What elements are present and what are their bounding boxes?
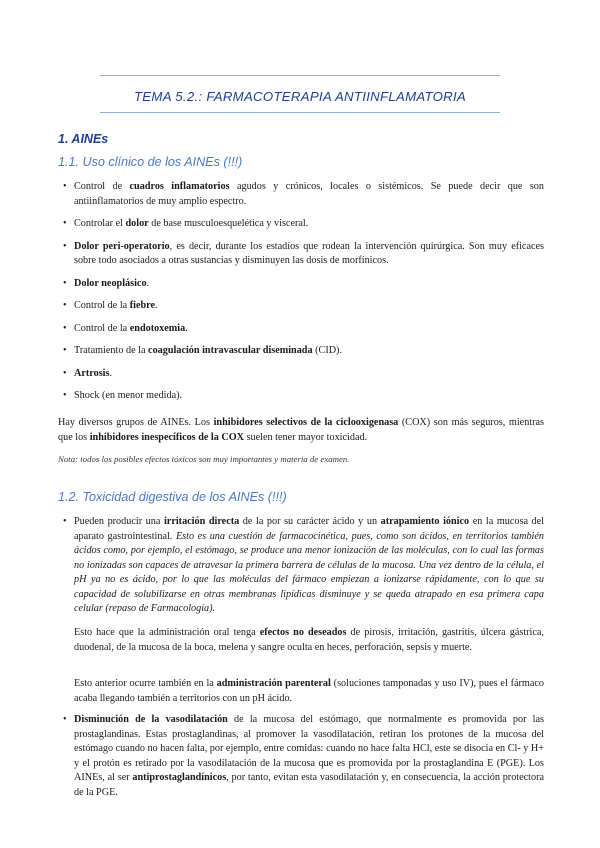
- bullet-icon: •: [63, 240, 67, 252]
- section-heading-uso-clinico: 1.1. Uso clínico de los AINEs (!!!): [58, 155, 243, 169]
- aines-groups-paragraph: Hay diversos grupos de AINEs. Los inhibidores selectivos de la ciclooxigenasa (COX) son más seguros, mientras que los inhibidores inespecíficos de la COX suelen tener mayor toxicidad.: [58, 417, 544, 443]
- section-heading-toxicidad: 1.2. Toxicidad digestiva de los AINEs (!!!): [58, 490, 287, 504]
- bullet-icon: •: [63, 218, 67, 229]
- section-heading-aines: 1. AINEs: [58, 132, 109, 146]
- bullet-icon: •: [63, 516, 67, 527]
- bullet-icon: •: [63, 390, 67, 401]
- list-item: • Pueden producir una irritación directa de la por su carácter ácido y un atrapamiento iónico en la mucosa del aparato gastrointestinal. Esto es una cuestión de farmacocinética, pues, como son ácidos, en territorios también ácidos como, por ejemplo, el estómago, se produce una menor ionización de las moléculas, con lo cual las formas no ionizadas son capaces de atravesar la primera barrera de células de la mucosa. Una vez dentro de la célula, el pH ya no es ácido, por lo que las moléculas del fármaco empiezan a ionizarse rápidamente, con lo que su capacidad de solubilizarse en otras membranas lipídicas disminuye y se queda atrapado en esa primera capa celular (repaso de Farmacología).: [63, 516, 544, 614]
- list-item: • Dolor peri-operatorio, es decir, durante los estadíos que rodean la intervención quirúrgica. Son muy eficaces sobre todo asociados a otras sustancias y disminuyen las dosis de morfínicos.: [63, 240, 544, 266]
- toxicidad-list-1: [58, 515, 544, 617]
- list-item: • Artrosis.: [58, 367, 544, 382]
- list-item: • Control de la fiebre.: [58, 299, 544, 314]
- title-rule-top: [100, 75, 500, 76]
- list-item: • Tratamiento de la coagulación intravascular diseminada (CID).: [58, 344, 544, 359]
- oral-effects-paragraph: Esto hace que la administración oral tenga efectos no deseados de pirosis, irritación, gastritis, úlcera gástrica, duodenal, de la mucosa de la boca, melena y sangre oculta en heces, perforación, sepsis y muerte.: [74, 627, 544, 653]
- page-title: TEMA 5.2.: FARMACOTERAPIA ANTIINFLAMATORIA: [133, 89, 467, 104]
- list-item: • Control de la endotoxemia.: [58, 322, 544, 337]
- title-rule-bottom: [100, 112, 500, 113]
- bullet-icon: •: [63, 367, 67, 379]
- list-item: • Disminución de la vasodilatación de la mucosa del estómago, que normalmente es promovida por las prostaglandinas. Estas prostaglandinas, al promover la vasodilatación, retiran los protones de la mucosa del estómago cuando no hacen falta, por ejemplo, entre comidas: cuando no hace falta HCl, este se disocia en Cl- y H+ y el protón es retirado por la vasodilatación de la mucosa que es promovida por la prostaglandina E (PGE). Los AINEs, al ser antiprostaglandínicos, por tanto, evitan esta vasodilatación y, en consecuencia, la acción protectora de la PGE.: [63, 714, 544, 798]
- bullet-icon: •: [63, 345, 67, 356]
- exam-note: Nota: todos los posibles efectos tóxicos son muy importantes y materia de examen.: [58, 454, 350, 464]
- list-item: • Controlar el dolor de base musculoesquelética y visceral.: [58, 217, 544, 232]
- bullet-icon: •: [63, 322, 67, 334]
- bullet-icon: •: [63, 300, 67, 311]
- toxicidad-list-2: [58, 713, 544, 800]
- uso-clinico-list: [58, 180, 544, 404]
- parenteral-paragraph: Esto anterior ocurre también en la administración parenteral (soluciones tamponadas y uso IV), pues el fármaco acaba llegando también a territorios con un pH ácido.: [74, 678, 544, 704]
- list-item: • Control de cuadros inflamatorios agudos y crónicos, locales o sistémicos. Se puede decir que son antiinflamatorios de muy amplio espectro.: [63, 181, 544, 207]
- bullet-icon: •: [63, 277, 67, 289]
- list-item: • Dolor neoplásico.: [58, 277, 544, 292]
- bullet-icon: •: [63, 181, 67, 192]
- bullet-icon: •: [63, 714, 67, 725]
- list-item: • Shock (en menor medida).: [58, 389, 544, 404]
